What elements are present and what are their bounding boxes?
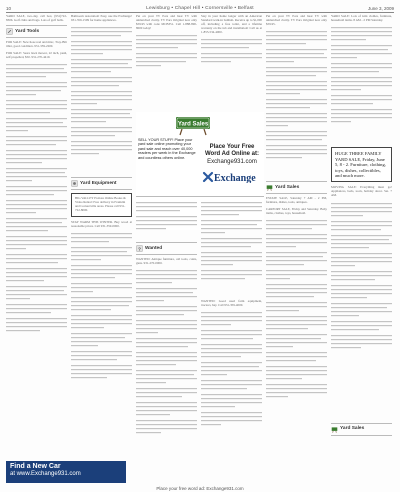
classified-ad: Put on your TV Ears and hear TV with unmatched clarity. TV Ears Original now only $59.95 with code MCB351. Call 1-888-890-8000 today! [136, 14, 197, 30]
yard-sale-sign-icon [331, 426, 338, 433]
placeholder-text-block [266, 29, 327, 179]
classified-column-4 [201, 15, 262, 67]
classified-ad: Put on your TV Ears and hear TV with unmatched clarity. TV Ears Original now only $59.95. [266, 14, 327, 26]
section-heading-yard-sales-marshall [266, 181, 327, 194]
classified-ad: WANTED: Antique furniture, old tools, coins, guns. 931-270-0000. [136, 257, 197, 265]
placeholder-text-block [201, 310, 262, 470]
classified-ad: MOVING SALE: Everything must go! Appliances, beds, tools, holiday decor. Sat. 7 AM. [331, 185, 392, 198]
banner-title: Find a New Car [10, 463, 61, 470]
section-heading-yard-tools [6, 25, 67, 38]
promo-divider [136, 196, 264, 197]
classified-ad: ESTATE SALE, Saturday 7 AM - 2 PM, furniture, dishes, tools, antiques. [266, 196, 327, 205]
placeholder-text-block [71, 231, 132, 411]
issue-date: June 3, 2009 [367, 6, 394, 11]
classified-ad: FOR SALE: New hose reel and misc, Troy-Bilt tiller, good condition. 931-359-2200. [6, 40, 67, 49]
placeholder-text-block [331, 201, 392, 421]
boxed-ad-text: HUGE THREE FAMILY YARD SALE, Friday, June 5, 8 - 2. Furniture, clothing, toys, dishes, collectibles, and much more. [335, 151, 386, 179]
heading-label: Wanted [145, 245, 163, 251]
classified-column-6 [331, 15, 392, 439]
placeholder-text-block [201, 37, 262, 67]
place-ad-callout [202, 144, 262, 188]
wanted-icon [136, 245, 143, 252]
promo-url[interactable]: Exchange931.com [207, 158, 257, 165]
heading-label: Yard Sales [275, 184, 300, 190]
placeholder-text-block [71, 25, 132, 175]
classified-ad: YARD SALE: Lots of kids clothes, furniture, household items. 8 AM - 2 PM Saturday. [331, 14, 392, 22]
yard-sales-sign-text: Yard Sales [177, 121, 209, 128]
heading-label: Yard Equipment [80, 180, 117, 186]
classified-ad: STAY WARM THIS WINTER. Buy wood at reasonable prices. Call 931-359-0000. [71, 220, 132, 228]
placeholder-text-block [136, 200, 197, 240]
page-number: 10 [6, 6, 12, 11]
classified-ad: WANTED: Good used farm equipment, tractors, hay. Call 931-359-4000. [201, 299, 262, 307]
boxed-ad [71, 193, 132, 217]
classified-column-3 [136, 15, 197, 73]
place-free-line-2: Word Ad Online at: [205, 150, 259, 157]
classified-column-1 [6, 15, 67, 362]
section-heading-yard-sales-bedford [331, 423, 392, 436]
classified-column-5 [266, 15, 327, 418]
classified-ad: CARPORT SALE, Friday and Saturday. Baby items, clothes, toys, household. [266, 206, 327, 215]
svg-text:?: ? [138, 247, 141, 252]
exchange-logo [202, 171, 262, 183]
classified-ad: FOR SALE: Sears lawn mower, 22 inch, push, self propelled, $50. 931-270-4419. [6, 50, 67, 59]
yard-tools-icon [6, 28, 13, 35]
paper-locations: Lewisburg • Chapel Hill • Cornersville • Belfast [146, 6, 254, 11]
classified-ad: YARD SALE, two-day, call box, (931)722-8306. Golf clubs and bags. Lots of golf balls. [6, 14, 67, 22]
classified-column-4-lower [201, 200, 262, 470]
placeholder-text-block [266, 218, 327, 418]
yard-sales-sign-icon [162, 114, 222, 136]
heading-label: Yard Sales [340, 426, 365, 432]
banner-url[interactable]: at www.Exchange931.com [10, 471, 81, 477]
yard-equipment-icon [71, 180, 78, 187]
classified-column-2 [71, 15, 132, 411]
classified-column-3-lower [136, 200, 197, 468]
section-heading-yard-equipment [71, 177, 132, 190]
placeholder-text-block [6, 62, 67, 362]
placeholder-text-block [136, 268, 197, 468]
header-rule [6, 12, 394, 13]
classified-ad: Bathroom restoration! Easy, use the Exchange! 931-359-1599 for home appliances. [71, 14, 132, 22]
placeholder-text-block [136, 33, 197, 73]
sell-your-stuff-text: SELL YOUR STUFF! Place your yard sale online promoting your yard sale and reach over 40,000 readers per week in the Exchange and countless others online. [138, 138, 196, 160]
find-new-car-banner[interactable] [6, 461, 126, 483]
boxed-ad-huge-yard-sale [331, 147, 392, 182]
classified-ad: Stay in your home longer with an American Standard walk-in bathtub. Receive up to $1,000 off, including a free toilet, and a lifetime warranty on the tub and installation! Call us at 1-855-534-4000. [201, 14, 262, 34]
yard-sale-sign-icon [266, 184, 273, 191]
exchange-logo-text: Exchange [214, 172, 256, 183]
place-free-line-1: Place Your Free [209, 144, 255, 150]
boxed-ad-text: BIG VALLEY Probate Online Books & Video Rental: Free delivery in Franklin and Cornersville areas. Please call 931-722-8000. [75, 196, 126, 213]
section-heading-wanted [136, 242, 197, 255]
placeholder-text-block [201, 200, 262, 300]
placeholder-text-block [331, 25, 392, 145]
heading-label: Yard Tools [15, 28, 40, 34]
page-footer-line: Place your free word ad: Exchange931.com [156, 486, 244, 491]
